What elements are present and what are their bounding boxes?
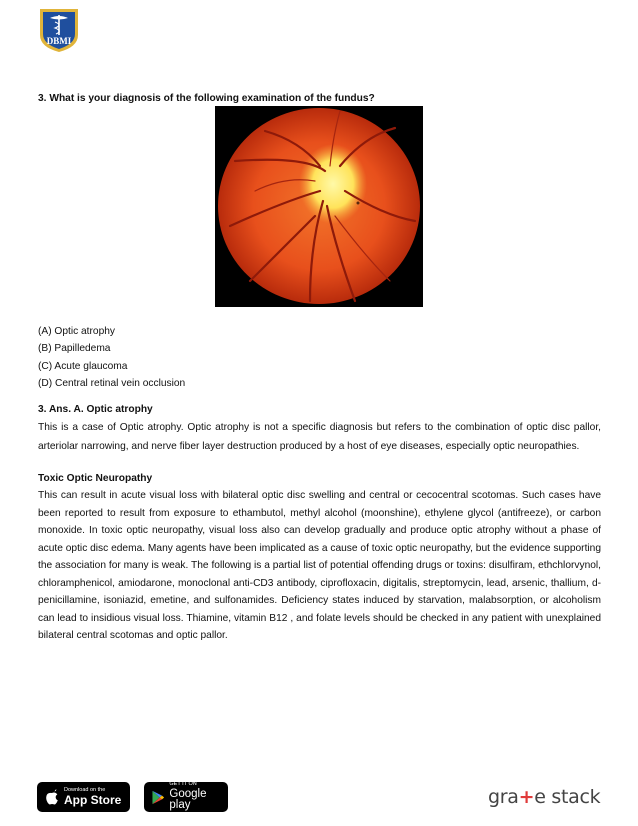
option-d: (D) Central retinal vein occlusion <box>38 377 186 389</box>
google-play-caption: GET IT ON <box>169 781 197 788</box>
option-b: (B) Papilledema <box>38 343 111 355</box>
gradestack-logo <box>488 786 600 808</box>
app-store-label: App Store <box>64 793 122 808</box>
dbmi-logo <box>38 7 80 53</box>
brand-text-start: gra <box>488 786 519 808</box>
section-heading: Toxic Optic Neuropathy <box>38 473 153 484</box>
app-store-badge[interactable] <box>37 782 130 812</box>
logo-text: DBMI <box>46 36 72 46</box>
answer-options <box>38 323 185 392</box>
fundus-image <box>215 106 423 307</box>
google-play-badge[interactable] <box>144 782 228 812</box>
answer-explanation: This is a case of Optic atrophy. Optic atrophy is not a specific diagnosis but refers to the combination of optic disc pallor, arteriolar narrowing, and nerve fiber layer destruction produced by a host of eye diseases, especially optic neuropathies. <box>38 422 601 452</box>
google-play-icon <box>152 790 164 805</box>
brand-plus: + <box>518 786 535 808</box>
answer-title: 3. Ans. A. Optic atrophy <box>38 404 153 415</box>
caduceus-shield-icon <box>38 7 80 53</box>
app-store-caption: Download on the <box>64 786 106 793</box>
question-text: 3. What is your diagnosis of the following examination of the fundus? <box>38 93 375 104</box>
google-play-label: Google play <box>169 787 207 812</box>
brand-text-end: e stack <box>534 786 601 808</box>
section-body: This can result in acute visual loss with bilateral optic disc swelling and central or cecocentral scotomas. Such cases have been reported to result from exposure to ethambutol, methyl alcohol (moonshine), ethylene glycol (antifreeze), or carbon monoxide. In toxic optic neuropathy, visual loss also can develop gradually and produce optic atrophy without a phase of acute optic disc edema. Many agents have been implicated as a cause of toxic optic neuropathy, but the evidence supporting the association for many is weak. The following is a partial list of potential offending drugs or toxins: disulfiram, ethchlorvynol, chloramphenicol, amiodarone, monoclonal anti-CD3 antibody, ciprofloxacin, digitalis, streptomycin, lead, arsenic, thallium, d-penicillamine, isoniazid, emetine, and sulfonamides. Deficiency states induced by starvation, malabsorption, or alcoholism can lead to insidious visual loss. Thiamine, vitamin B12 , and folate levels should be checked in any patient with unexplained bilateral central scotomas and optic pallor. <box>38 490 601 641</box>
option-c: (C) Acute glaucoma <box>38 360 128 372</box>
option-a: (A) Optic atrophy <box>38 326 115 337</box>
apple-icon <box>45 789 59 805</box>
